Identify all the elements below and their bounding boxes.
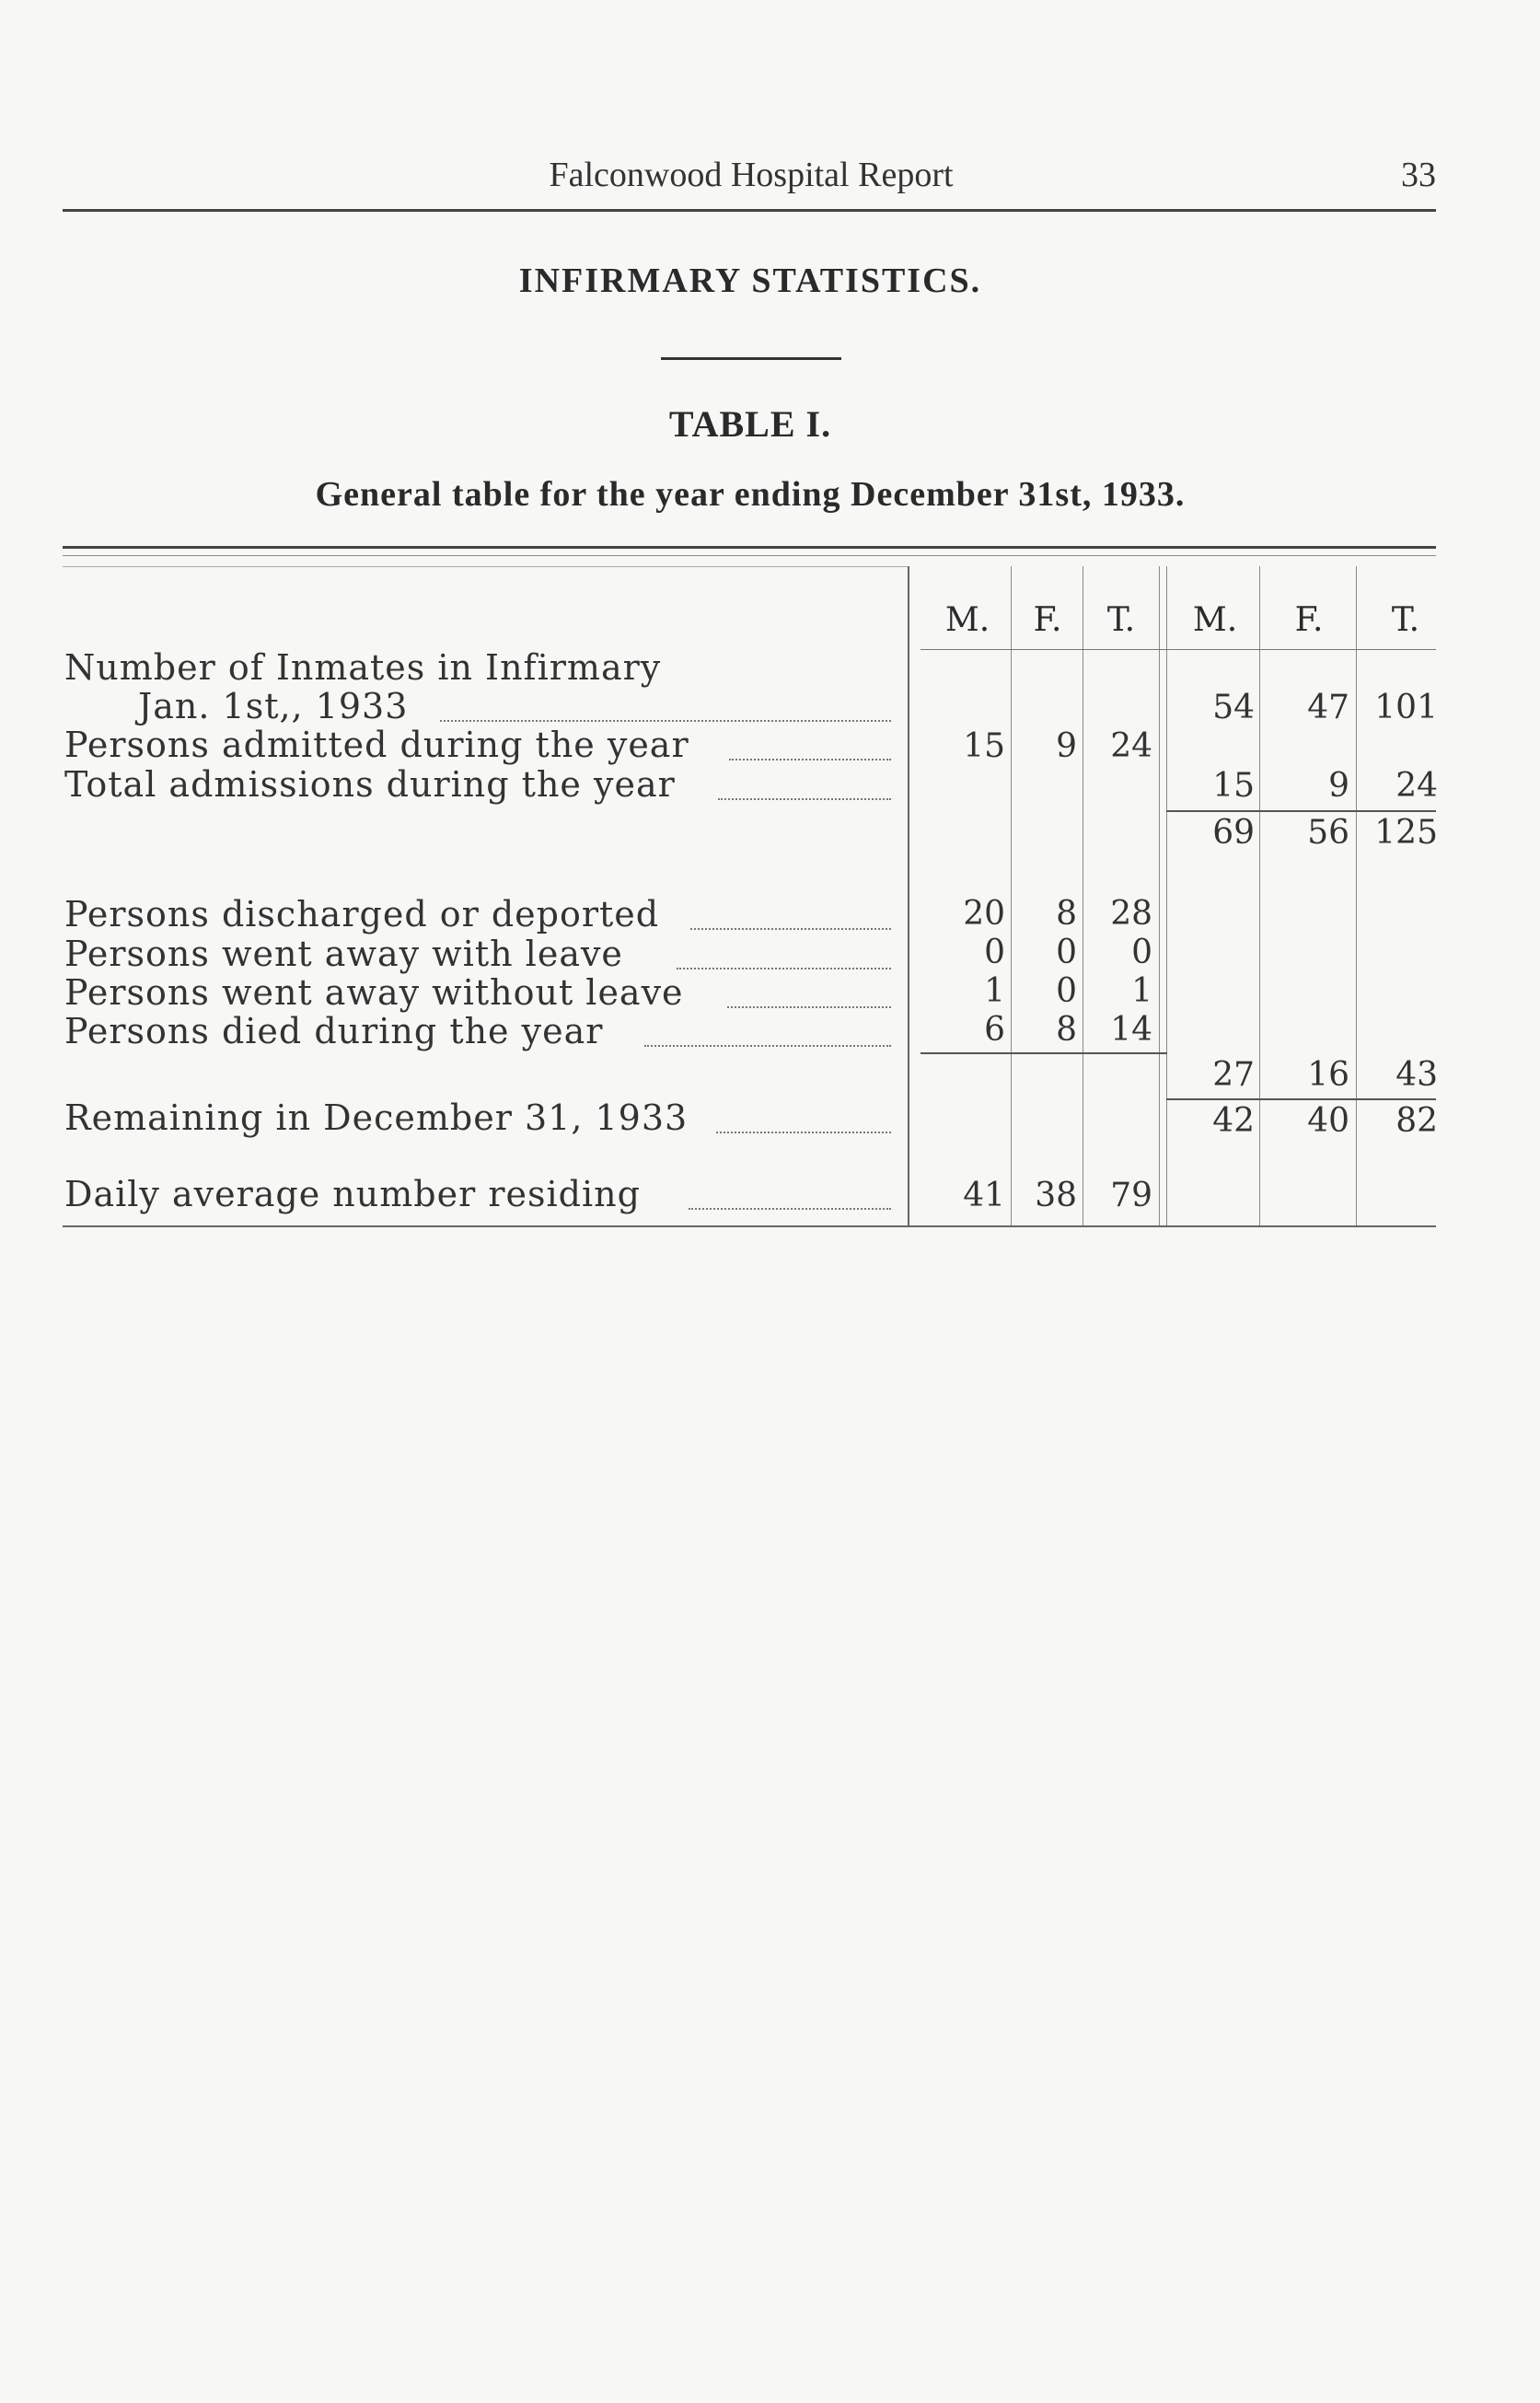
stub-divider [908, 566, 909, 1225]
cell-died-t1: 14 [1110, 1011, 1152, 1049]
cell-remaining-f2: 40 [1307, 1102, 1349, 1140]
cell-with-leave-t1: 0 [1131, 934, 1152, 971]
table-top-rule-thin [63, 555, 1436, 556]
row-label-with-leave: Persons went away with leave [64, 934, 623, 974]
cell-inmates-t2: 101 [1374, 689, 1438, 726]
cell-total-admissions-t2: 24 [1395, 767, 1438, 805]
section-title: INFIRMARY STATISTICS. [518, 261, 982, 300]
dot-leader [440, 720, 891, 722]
row-label-admitted: Persons admitted during the year [64, 725, 689, 765]
row-label-inmates: Number of Inmates in Infirmary [64, 647, 662, 688]
sum-rule [1166, 810, 1436, 812]
stub-rule [63, 566, 909, 567]
table-top-rule [63, 546, 1436, 549]
cell-discharged-t1: 28 [1110, 895, 1152, 933]
cell-with-leave-f1: 0 [1056, 934, 1077, 971]
col-header-t1: T. [1106, 601, 1136, 639]
table-title: TABLE I. [668, 403, 832, 445]
cell-with-leave-m1: 0 [984, 934, 1005, 971]
running-title: Falconwood Hospital Report [549, 156, 954, 194]
col-header-t2: T. [1391, 601, 1420, 639]
header-rule [63, 209, 1436, 212]
col-divider [1356, 566, 1357, 1225]
cell-admitted-m1: 15 [963, 727, 1005, 765]
row-label-daily-average: Daily average number residing [64, 1174, 641, 1214]
cell-subtotal-f2: 56 [1307, 814, 1349, 852]
col-header-f2: F. [1294, 601, 1324, 639]
cell-daily-f1: 38 [1035, 1177, 1077, 1214]
cell-daily-t1: 79 [1110, 1177, 1152, 1214]
cell-discharged-f1: 8 [1056, 895, 1077, 933]
column-header-rule [921, 649, 1436, 650]
cell-subtotal-t2: 125 [1374, 814, 1438, 852]
cell-remaining-m2: 42 [1212, 1102, 1255, 1140]
dot-leader [727, 1006, 891, 1008]
col-divider [1259, 566, 1260, 1225]
running-head [63, 155, 1436, 203]
dot-leader [718, 798, 891, 800]
col-header-m2: M. [1192, 601, 1238, 639]
row-label-remaining: Remaining in December 31, 1933 [64, 1097, 689, 1138]
cell-without-leave-m1: 1 [984, 972, 1005, 1010]
dot-leader [677, 968, 891, 969]
row-label-died: Persons died during the year [64, 1011, 604, 1051]
sum-rule [1166, 1098, 1436, 1100]
page-number: 33 [1401, 156, 1436, 194]
cell-remaining-t2: 82 [1395, 1102, 1438, 1140]
cell-removed-t2: 43 [1395, 1056, 1438, 1094]
cell-removed-f2: 16 [1307, 1056, 1349, 1094]
sum-rule [921, 1052, 1167, 1054]
dot-leader [729, 759, 891, 760]
dot-leader [716, 1132, 891, 1133]
cell-total-admissions-f2: 9 [1328, 767, 1349, 805]
cell-died-m1: 6 [984, 1011, 1005, 1049]
cell-without-leave-t1: 1 [1131, 972, 1152, 1010]
col-divider [1159, 566, 1160, 1225]
cell-without-leave-f1: 0 [1056, 972, 1077, 1010]
row-label-without-leave: Persons went away without leave [64, 972, 684, 1013]
row-label-discharged: Persons discharged or deported [64, 894, 660, 934]
row-label-total-admissions: Total admissions during the year [64, 764, 676, 805]
table-subtitle: General table for the year ending December 31st, 1933. [315, 475, 1186, 514]
row-label-inmates-date: Jan. 1st,, 1933 [138, 686, 409, 726]
dot-leader [644, 1045, 891, 1047]
section-divider [661, 357, 841, 360]
cell-discharged-m1: 20 [963, 895, 1005, 933]
cell-died-f1: 8 [1056, 1011, 1077, 1049]
col-header-m1: M. [944, 601, 990, 639]
cell-admitted-t1: 24 [1110, 727, 1152, 765]
cell-inmates-m2: 54 [1212, 689, 1255, 726]
col-divider [1011, 566, 1012, 1225]
table-bottom-rule [63, 1225, 1436, 1227]
col-divider [1166, 566, 1167, 1225]
cell-removed-m2: 27 [1212, 1056, 1255, 1094]
cell-admitted-f1: 9 [1056, 727, 1077, 765]
dot-leader [689, 1208, 891, 1210]
col-header-f1: F. [1033, 601, 1062, 639]
dot-leader [690, 928, 891, 930]
cell-daily-m1: 41 [963, 1177, 1005, 1214]
cell-subtotal-m2: 69 [1212, 814, 1255, 852]
cell-total-admissions-m2: 15 [1212, 767, 1255, 805]
cell-inmates-f2: 47 [1307, 689, 1349, 726]
